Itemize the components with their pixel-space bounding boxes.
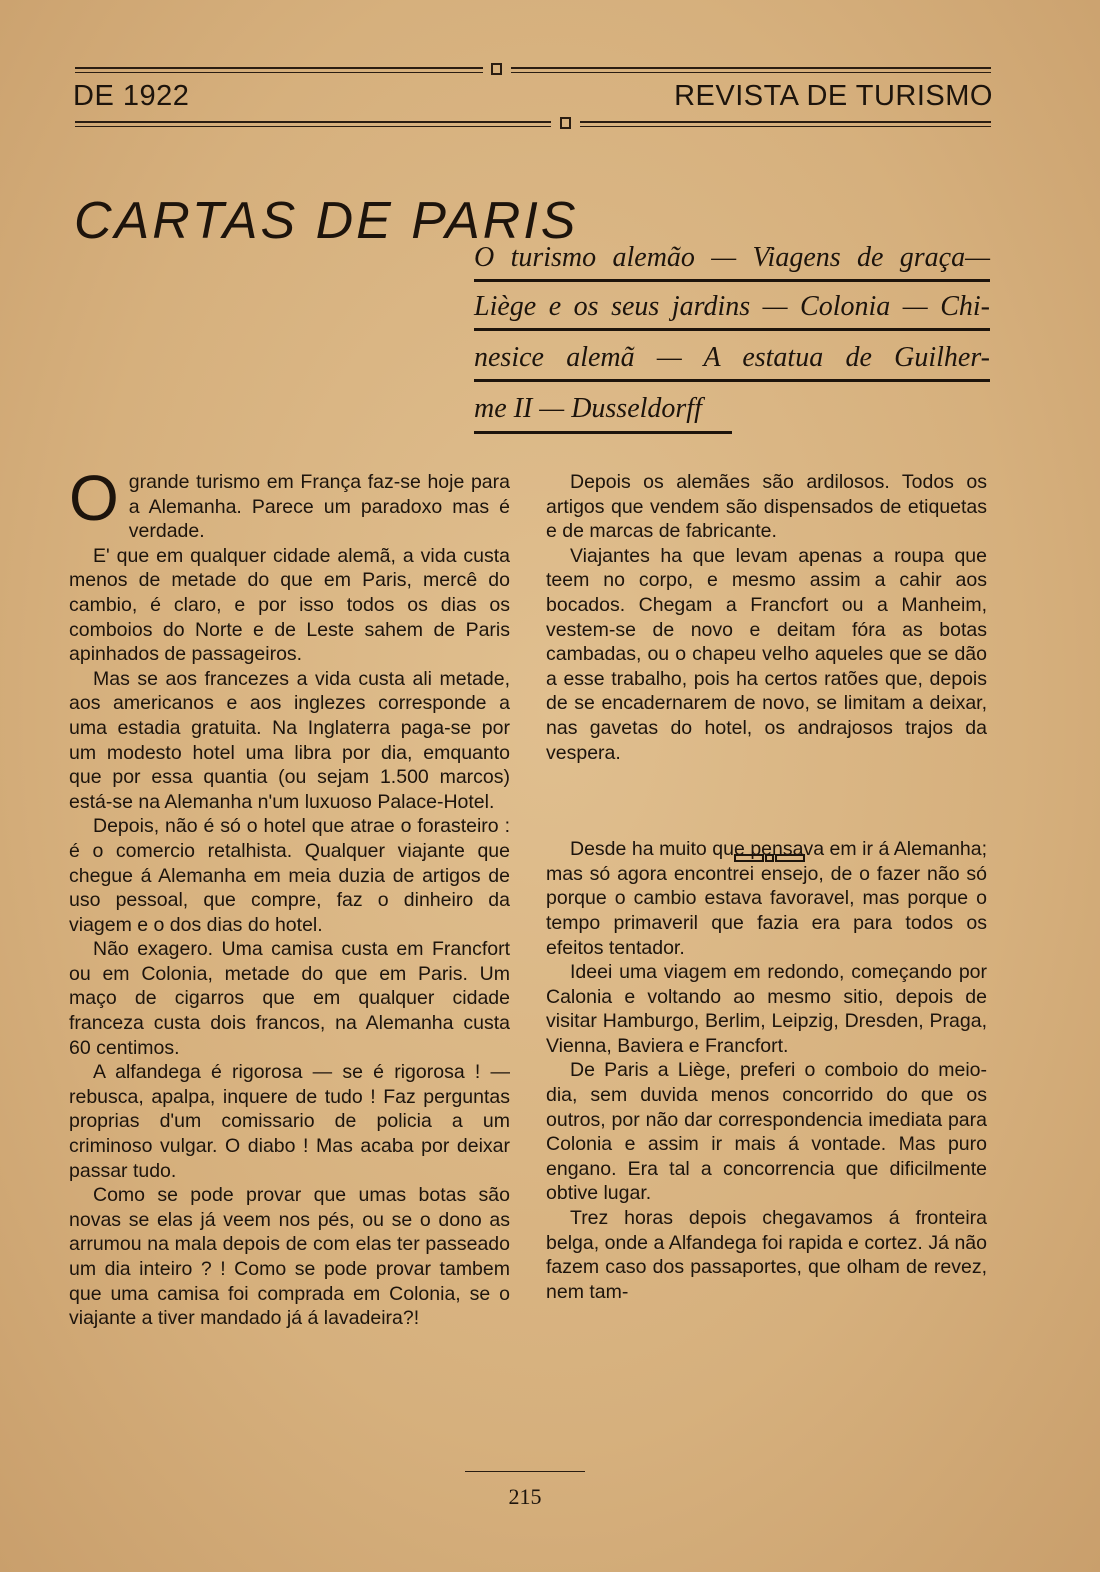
paragraph: Trez horas depois chegavamos á fronteira belga, onde a Alfandega foi rapida e cortez. Já não fazem caso dos passaportes, que olham de revez, nem tam-	[546, 1207, 987, 1303]
header-magazine-name: REVISTA DE TURISMO	[674, 80, 993, 112]
header-bottom-ornament	[560, 117, 571, 129]
paragraph: Viajantes ha que levam apenas a roupa que teem no corpo, e mesmo assim a cahir aos bocados. Chegam a Francfort ou a Manheim, vestem-se de novo e deitam fóra as botas cambadas, ou o chapeu velho aqueles que se dão a esse trabalho, pois ha certos ratões que, depois de se encadernarem de novo, se limitam a deixar, nas gavetas do hotel, os andrajosos trajos da vespera.	[546, 544, 987, 764]
header-top-rule-left	[75, 67, 483, 69]
header-top-rule-right	[511, 67, 991, 69]
paragraph: Ideei uma viagem em redondo, começando por Calonia e voltando ao mesmo sitio, depois de visitar Hamburgo, Berlim, Leipzig, Dresden, Praga, Vienna, Baviera e Francfort.	[546, 961, 987, 1057]
subtitle-line-2: Liège e os seus jardins — Colonia — Chi-	[474, 291, 990, 322]
paragraph: De Paris a Liège, preferi o comboio do meio-dia, sem duvida menos concorrido do que os outros, por não dar correspondencia imediata para Colonia e assim ir mais á vontade. Mas puro engano. Era tal a concorrencia que dificilmente obtive lugar.	[546, 1059, 987, 1205]
subtitle-line-3: nesice alemã — A estatua de Guilher-	[474, 342, 990, 373]
paragraph: Depois os alemães são ardilosos. Todos os artigos que vendem são dispensados de etiquetas e de marcas de fabricante.	[546, 471, 987, 543]
header-bottom-rule-right	[580, 121, 991, 123]
drop-cap: O	[69, 462, 119, 534]
subtitle-rule-4	[474, 431, 732, 434]
paragraph: Desde ha muito que pensava em ir á Alemanha; mas só agora encontrei ensejo, de o fazer não só porque o cambio estava favoravel, mas porque o tempo primaveril que fazia era para todos os efeitos tentador.	[546, 838, 987, 959]
paragraph	[69, 462, 510, 544]
right-column	[546, 470, 987, 1304]
paragraph-text: grande turismo em França faz-se hoje para a Alemanha. Parece um paradoxo mas é verdade.	[128, 471, 510, 543]
paragraph: Mas se aos francezes a vida custa ali metade, aos americanos e aos inglezes corresponde a uma estadia gratuita. Na Inglaterra paga-se por um modesto hotel uma libra por dia, emquanto que por essa quantia (ou sejam 1.500 marcos) está-se na Alemanha n'um luxuoso Palace-Hotel.	[69, 667, 510, 813]
subtitle-line-1: O turismo alemão — Viagens de graça—	[474, 242, 990, 273]
section-gap	[546, 765, 987, 837]
paragraph: E' que em qualquer cidade alemã, a vida custa menos de metade do que em Paris, mercê do cambio, é claro, e por isso todos os dias os comboios do Norte e de Leste sahem de Paris apinhados de passageiros.	[69, 544, 510, 666]
header-date: DE 1922	[73, 80, 190, 112]
section-divider-ornament	[734, 853, 806, 863]
header-bottom-rule-right-inner	[580, 126, 991, 127]
article-title: CARTAS DE PARIS	[74, 191, 579, 250]
paragraph: Depois, não é só o hotel que atrae o forasteiro : é o comercio retalhista. Qualquer viajante que chegue á Alemanha em meia duzia de artigos de uso pessoal, que compre, faz o dinheiro da viagem e o dos dias do hotel.	[69, 815, 510, 936]
paragraph: Não exagero. Uma camisa custa em Francfort ou em Colonia, metade do que em Paris. Um maço de cigarros que em qualquer cidade franceza custa dois francos, na Alemanha custa 60 centimos.	[69, 938, 510, 1059]
paragraph: A alfandega é rigorosa — se é rigorosa ! — rebusca, apalpa, inquere de tudo ! Faz perguntas proprias d'um comissario de policia a um criminoso vulgar. O diabo ! Mas acaba por deixar passar tudo.	[69, 1061, 510, 1182]
left-column	[69, 462, 510, 1331]
paragraph: Como se pode provar que umas botas são novas se elas já veem nos pés, ou se o dono as arrumou na mala depois de com elas ter passeado um dia inteiro ? ! Como se pode provar tambem que uma camisa foi comprada em Colonia, se o viajante a tiver mandado já á lavadeira?!	[69, 1184, 510, 1330]
header-bottom-rule-left	[75, 121, 551, 123]
header-top-ornament	[491, 63, 502, 75]
subtitle-rule-3	[474, 379, 990, 382]
footer-rule	[465, 1471, 585, 1472]
page-number: 215	[508, 1484, 542, 1509]
header-top-rule-right-inner	[511, 72, 991, 73]
subtitle-rule-2	[474, 328, 990, 331]
header-bottom-rule-left-inner	[75, 126, 551, 127]
subtitle-rule-1	[474, 279, 990, 282]
header-top-rule-left-inner	[75, 72, 483, 73]
subtitle-line-4: me II — Dusseldorff	[474, 393, 702, 424]
